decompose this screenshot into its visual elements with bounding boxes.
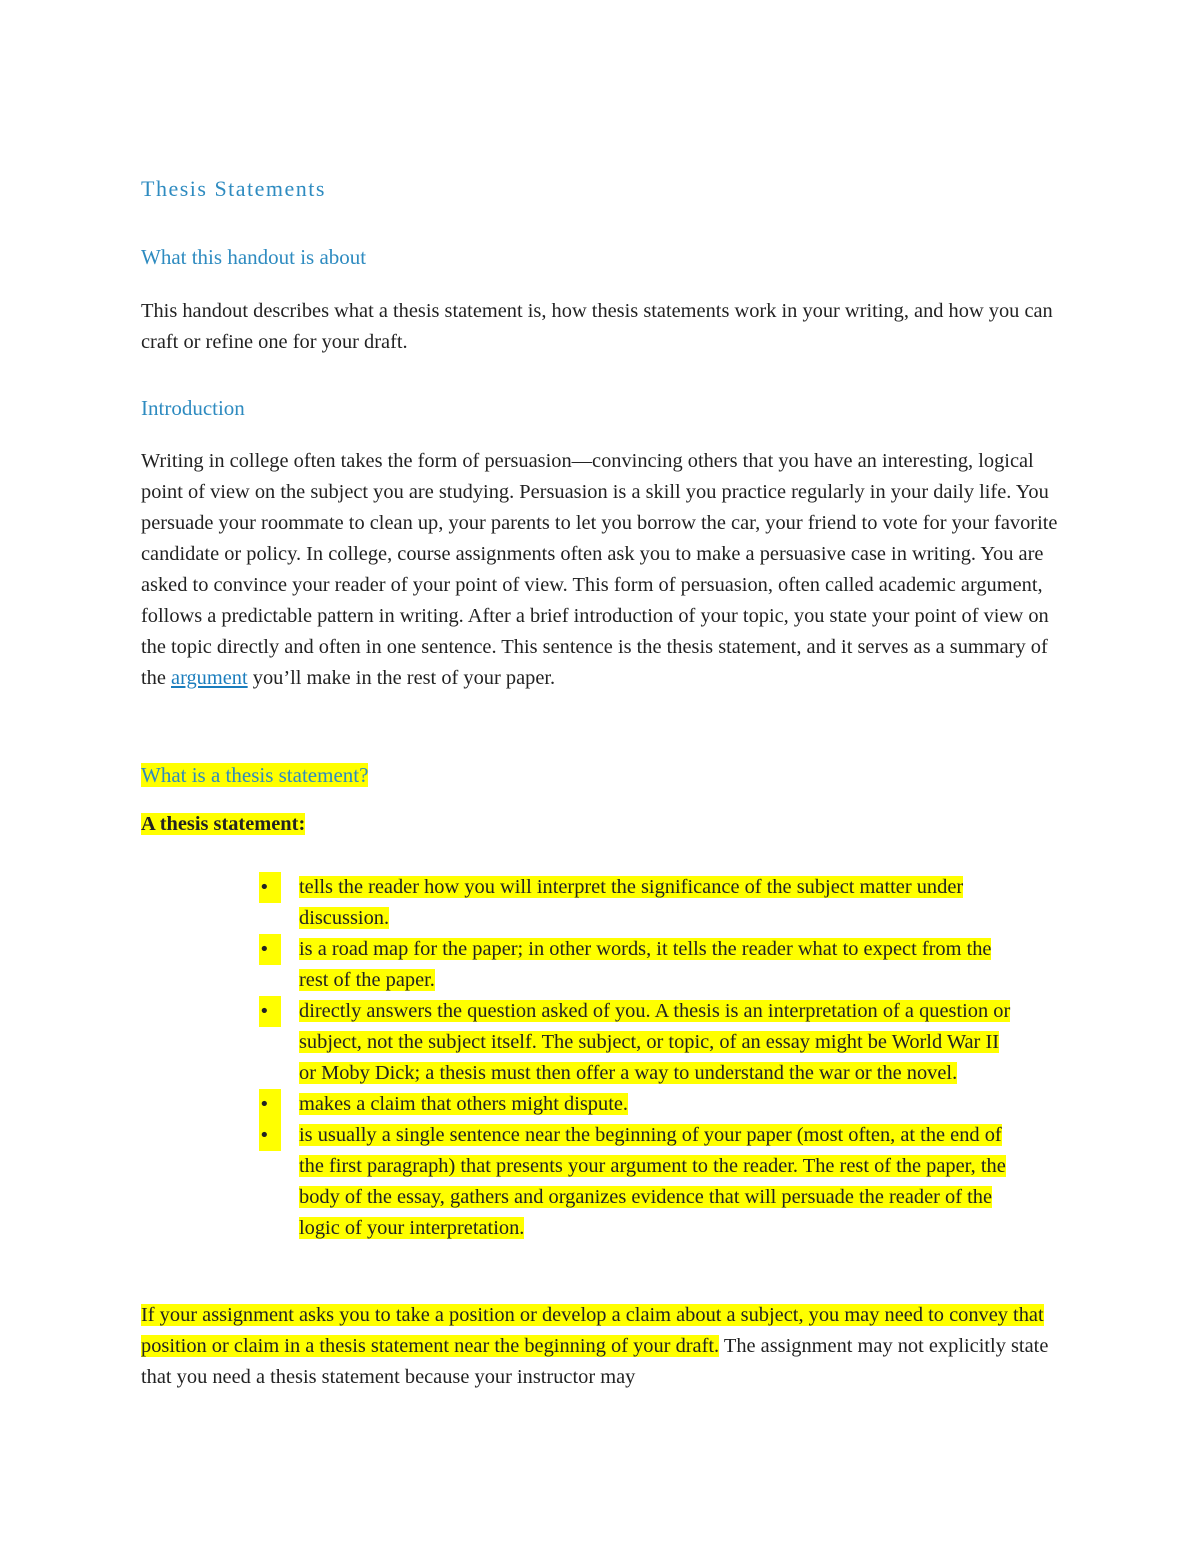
intro-text-after-link: you’ll make in the rest of your paper. <box>247 667 556 689</box>
thesis-bullet-list <box>259 872 1019 1244</box>
paragraph-introduction <box>141 446 1061 694</box>
list-item <box>259 996 1019 1089</box>
list-item-text: is usually a single sentence near the beginning of your paper (most often, at the end of the first paragraph) that presents your argument to the reader. The rest of the paper, the body of the essay, gathers and organizes evidence that will persuade the reader of the logic of your interpretation. <box>299 1124 1006 1239</box>
list-item-text: is a road map for the paper; in other words, it tells the reader what to expect from the rest of the paper. <box>299 938 992 991</box>
list-item-text: tells the reader how you will interpret the significance of the subject matter under discussion. <box>299 876 964 929</box>
document-title: Thesis Statements <box>141 176 326 201</box>
assignment-highlighted-text: If your assignment asks you to take a position or develop a claim about a subject, you may need to convey that position or claim in a thesis statement near the beginning of your draft. <box>141 1304 1044 1357</box>
list-item <box>259 1120 1019 1244</box>
bullet-icon: • <box>259 872 281 903</box>
thesis-statement-label <box>141 813 305 836</box>
argument-link[interactable]: argument <box>171 667 248 689</box>
intro-text-before-link: Writing in college often takes the form of persuasion—convincing others that you have an interesting, logical point of view on the subject you are studying. Persuasion is a skill you practice regularly in your daily life. You persuade your roommate to clean up, your parents to let you borrow the car, your friend to vote for your favorite candidate or policy. In college, course assignments often ask you to make a persuasive case in writing. You are asked to convince your reader of your point of view. This form of persuasion, often called academic argument, follows a predictable pattern in writing. After a brief introduction of your topic, you state your point of view on the topic directly and often in one sentence. This sentence is the thesis statement, and it serves as a summary of the <box>141 450 1058 689</box>
list-item-text: makes a claim that others might dispute. <box>299 1093 629 1115</box>
bullet-icon: • <box>259 934 281 965</box>
heading-what-is-thesis-text: What is a thesis statement? <box>141 763 369 787</box>
heading-about: What this handout is about <box>141 245 367 269</box>
bullet-icon: • <box>259 1089 281 1120</box>
paragraph-about: This handout describes what a thesis statement is, how thesis statements work in your writing, and how you can craft or refine one for your draft. <box>141 300 1053 353</box>
heading-introduction: Introduction <box>141 396 245 420</box>
paragraph-assignment <box>141 1300 1061 1393</box>
list-item <box>259 934 1019 996</box>
list-item <box>259 872 1019 934</box>
heading-what-is-thesis <box>141 763 368 788</box>
bullet-icon: • <box>259 996 281 1027</box>
assignment-rest-text: The assignment may not explicitly state that you need a thesis statement because your instructor may <box>141 1335 1049 1388</box>
list-item-text: directly answers the question asked of you. A thesis is an interpretation of a question or subject, not the subject itself. The subject, or topic, of an essay might be World War II or Moby Dick; a thesis must then offer a way to understand the war or the novel. <box>299 1000 1011 1084</box>
bullet-icon: • <box>259 1120 281 1151</box>
list-item <box>259 1089 1019 1120</box>
thesis-statement-label-text: A thesis statement: <box>141 813 306 835</box>
